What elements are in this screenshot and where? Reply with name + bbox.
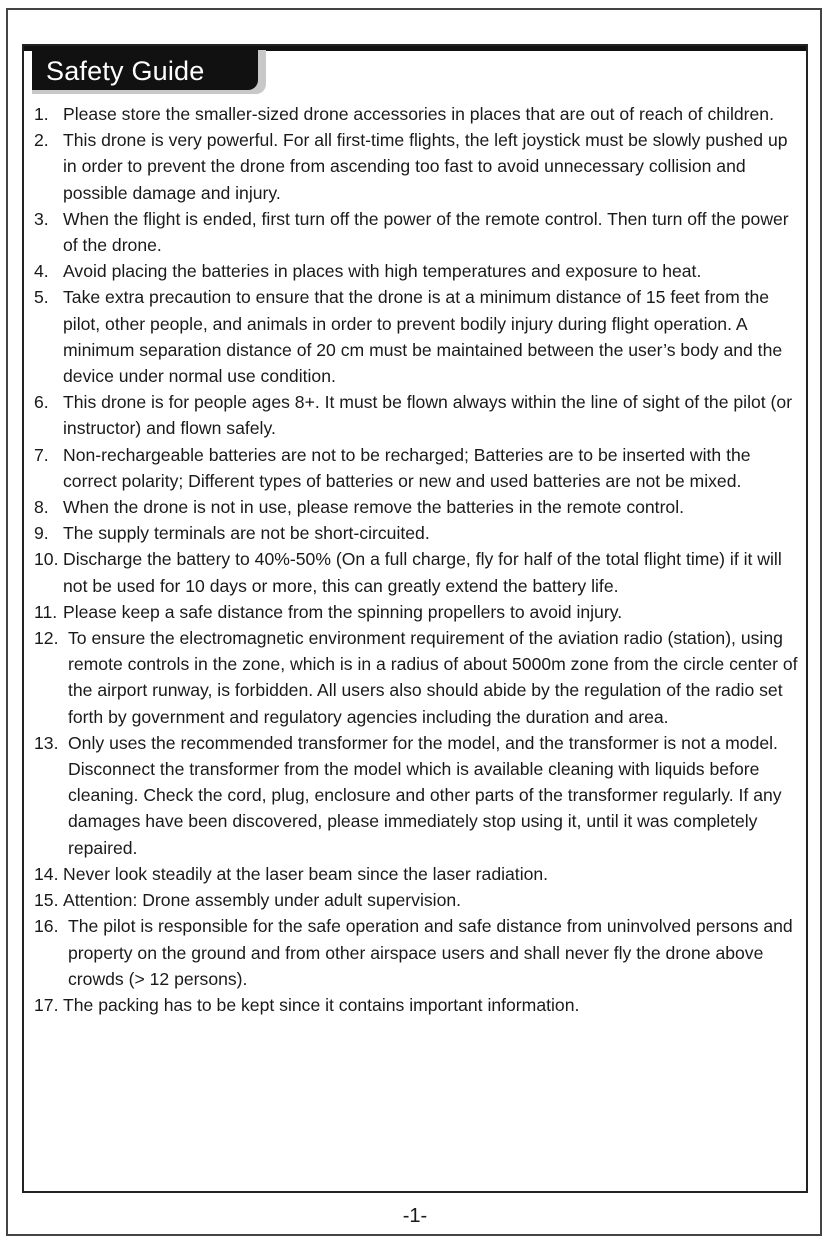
list-item — [34, 520, 804, 546]
item-number: 16. — [34, 916, 59, 937]
item-number: 17. — [34, 994, 59, 1015]
list-item — [34, 861, 804, 887]
item-text: The pilot is responsible for the safe operation and safe distance from uninvolved persons and property on the ground and from other airspace users and shall never fly the drone above crowds (> 12 persons). — [68, 916, 793, 989]
item-number: 5. — [34, 287, 49, 308]
item-number: 1. — [34, 104, 49, 124]
list-item — [34, 389, 804, 441]
item-number: 14. — [34, 863, 59, 884]
item-number: 4. — [34, 261, 49, 282]
item-text: Take extra precaution to ensure that the drone is at a minimum distance of 15 feet from the pilot, other people, and animals in order to prevent bodily injury during flight operation. A minimum separation distance of 20 cm must be maintained between the user’s body and the device under normal use condition. — [63, 287, 783, 387]
list-item — [34, 992, 804, 1018]
list-item — [34, 258, 804, 284]
page-title: Safety Guide — [46, 56, 205, 86]
list-item — [34, 101, 804, 127]
item-text: Discharge the battery to 40%-50% (On a full charge, fly for half of the total flight time) if it will not be used for 10 days or more, this can greatly extend the battery life. — [63, 549, 782, 596]
item-number: 7. — [34, 444, 49, 465]
item-text: This drone is very powerful. For all first-time flights, the left joystick must be slowly pushed up in order to prevent the drone from ascending too fast to avoid unnecessary collision and possible damage and injury. — [63, 130, 788, 203]
list-item — [34, 284, 804, 389]
item-text: Attention: Drone assembly under adult supervision. — [63, 890, 462, 911]
item-number: 3. — [34, 208, 49, 229]
list-item — [34, 730, 804, 861]
title-tab — [32, 50, 258, 90]
list-item — [34, 599, 804, 625]
item-number: 2. — [34, 130, 49, 151]
list-item — [34, 625, 804, 730]
safety-guide-panel — [22, 44, 808, 1193]
item-text: Avoid placing the batteries in places with high temperatures and exposure to heat. — [63, 261, 702, 282]
item-number: 15. — [34, 890, 59, 911]
item-number: 9. — [34, 523, 49, 544]
item-text: When the flight is ended, first turn off the power of the remote control. Then turn off the power of the drone. — [63, 208, 789, 256]
item-text: Non-rechargeable batteries are not to be recharged; Batteries are to be inserted with the correct polarity; Different types of batteries or new and used batteries are not be mixed. — [63, 444, 751, 491]
item-number: 11. — [34, 601, 58, 622]
list-item — [34, 127, 804, 206]
item-text: The supply terminals are not be short-circuited. — [63, 523, 430, 544]
list-item — [34, 206, 804, 258]
safety-list — [34, 101, 804, 1018]
item-text: Please keep a safe distance from the spinning propellers to avoid injury. — [63, 601, 623, 622]
item-text: Only uses the recommended transformer for the model, and the transformer is not a model. Disconnect the transformer from the model which is available cleaning with liquids before cleaning. Check the cord, plug, enclosure and other parts of the transformer regularly. If any damages have been discovered, please immediately stop using it, until it was completely repaired. — [68, 732, 782, 858]
item-number: 10. — [34, 549, 59, 570]
list-item — [34, 442, 804, 494]
page-number: -1- — [402, 1205, 428, 1227]
item-text: The packing has to be kept since it contains important information. — [63, 994, 580, 1015]
item-number: 6. — [34, 392, 49, 413]
item-text: To ensure the electromagnetic environment requirement of the aviation radio (station), using remote controls in the zone, which is in a radius of about 5000m zone from the circle center of the airport runway, is forbidden. All users also should abide by the regulation of the radio set forth by government and regulatory agencies including the duration and area. — [68, 628, 798, 727]
list-item — [34, 546, 804, 598]
item-text: Never look steadily at the laser beam since the laser radiation. — [63, 863, 549, 884]
list-item — [34, 494, 804, 520]
item-text: When the drone is not in use, please remove the batteries in the remote control. — [63, 497, 685, 518]
list-item — [34, 913, 804, 992]
list-item — [34, 887, 804, 913]
item-number: 12. — [34, 628, 59, 649]
item-number: 8. — [34, 497, 49, 518]
item-text: Please store the smaller-sized drone accessories in places that are out of reach of children. — [63, 104, 774, 124]
item-text: This drone is for people ages 8+. It must be flown always within the line of sight of the pilot (or instructor) and flown safely. — [63, 392, 793, 439]
item-number: 13. — [34, 732, 59, 753]
